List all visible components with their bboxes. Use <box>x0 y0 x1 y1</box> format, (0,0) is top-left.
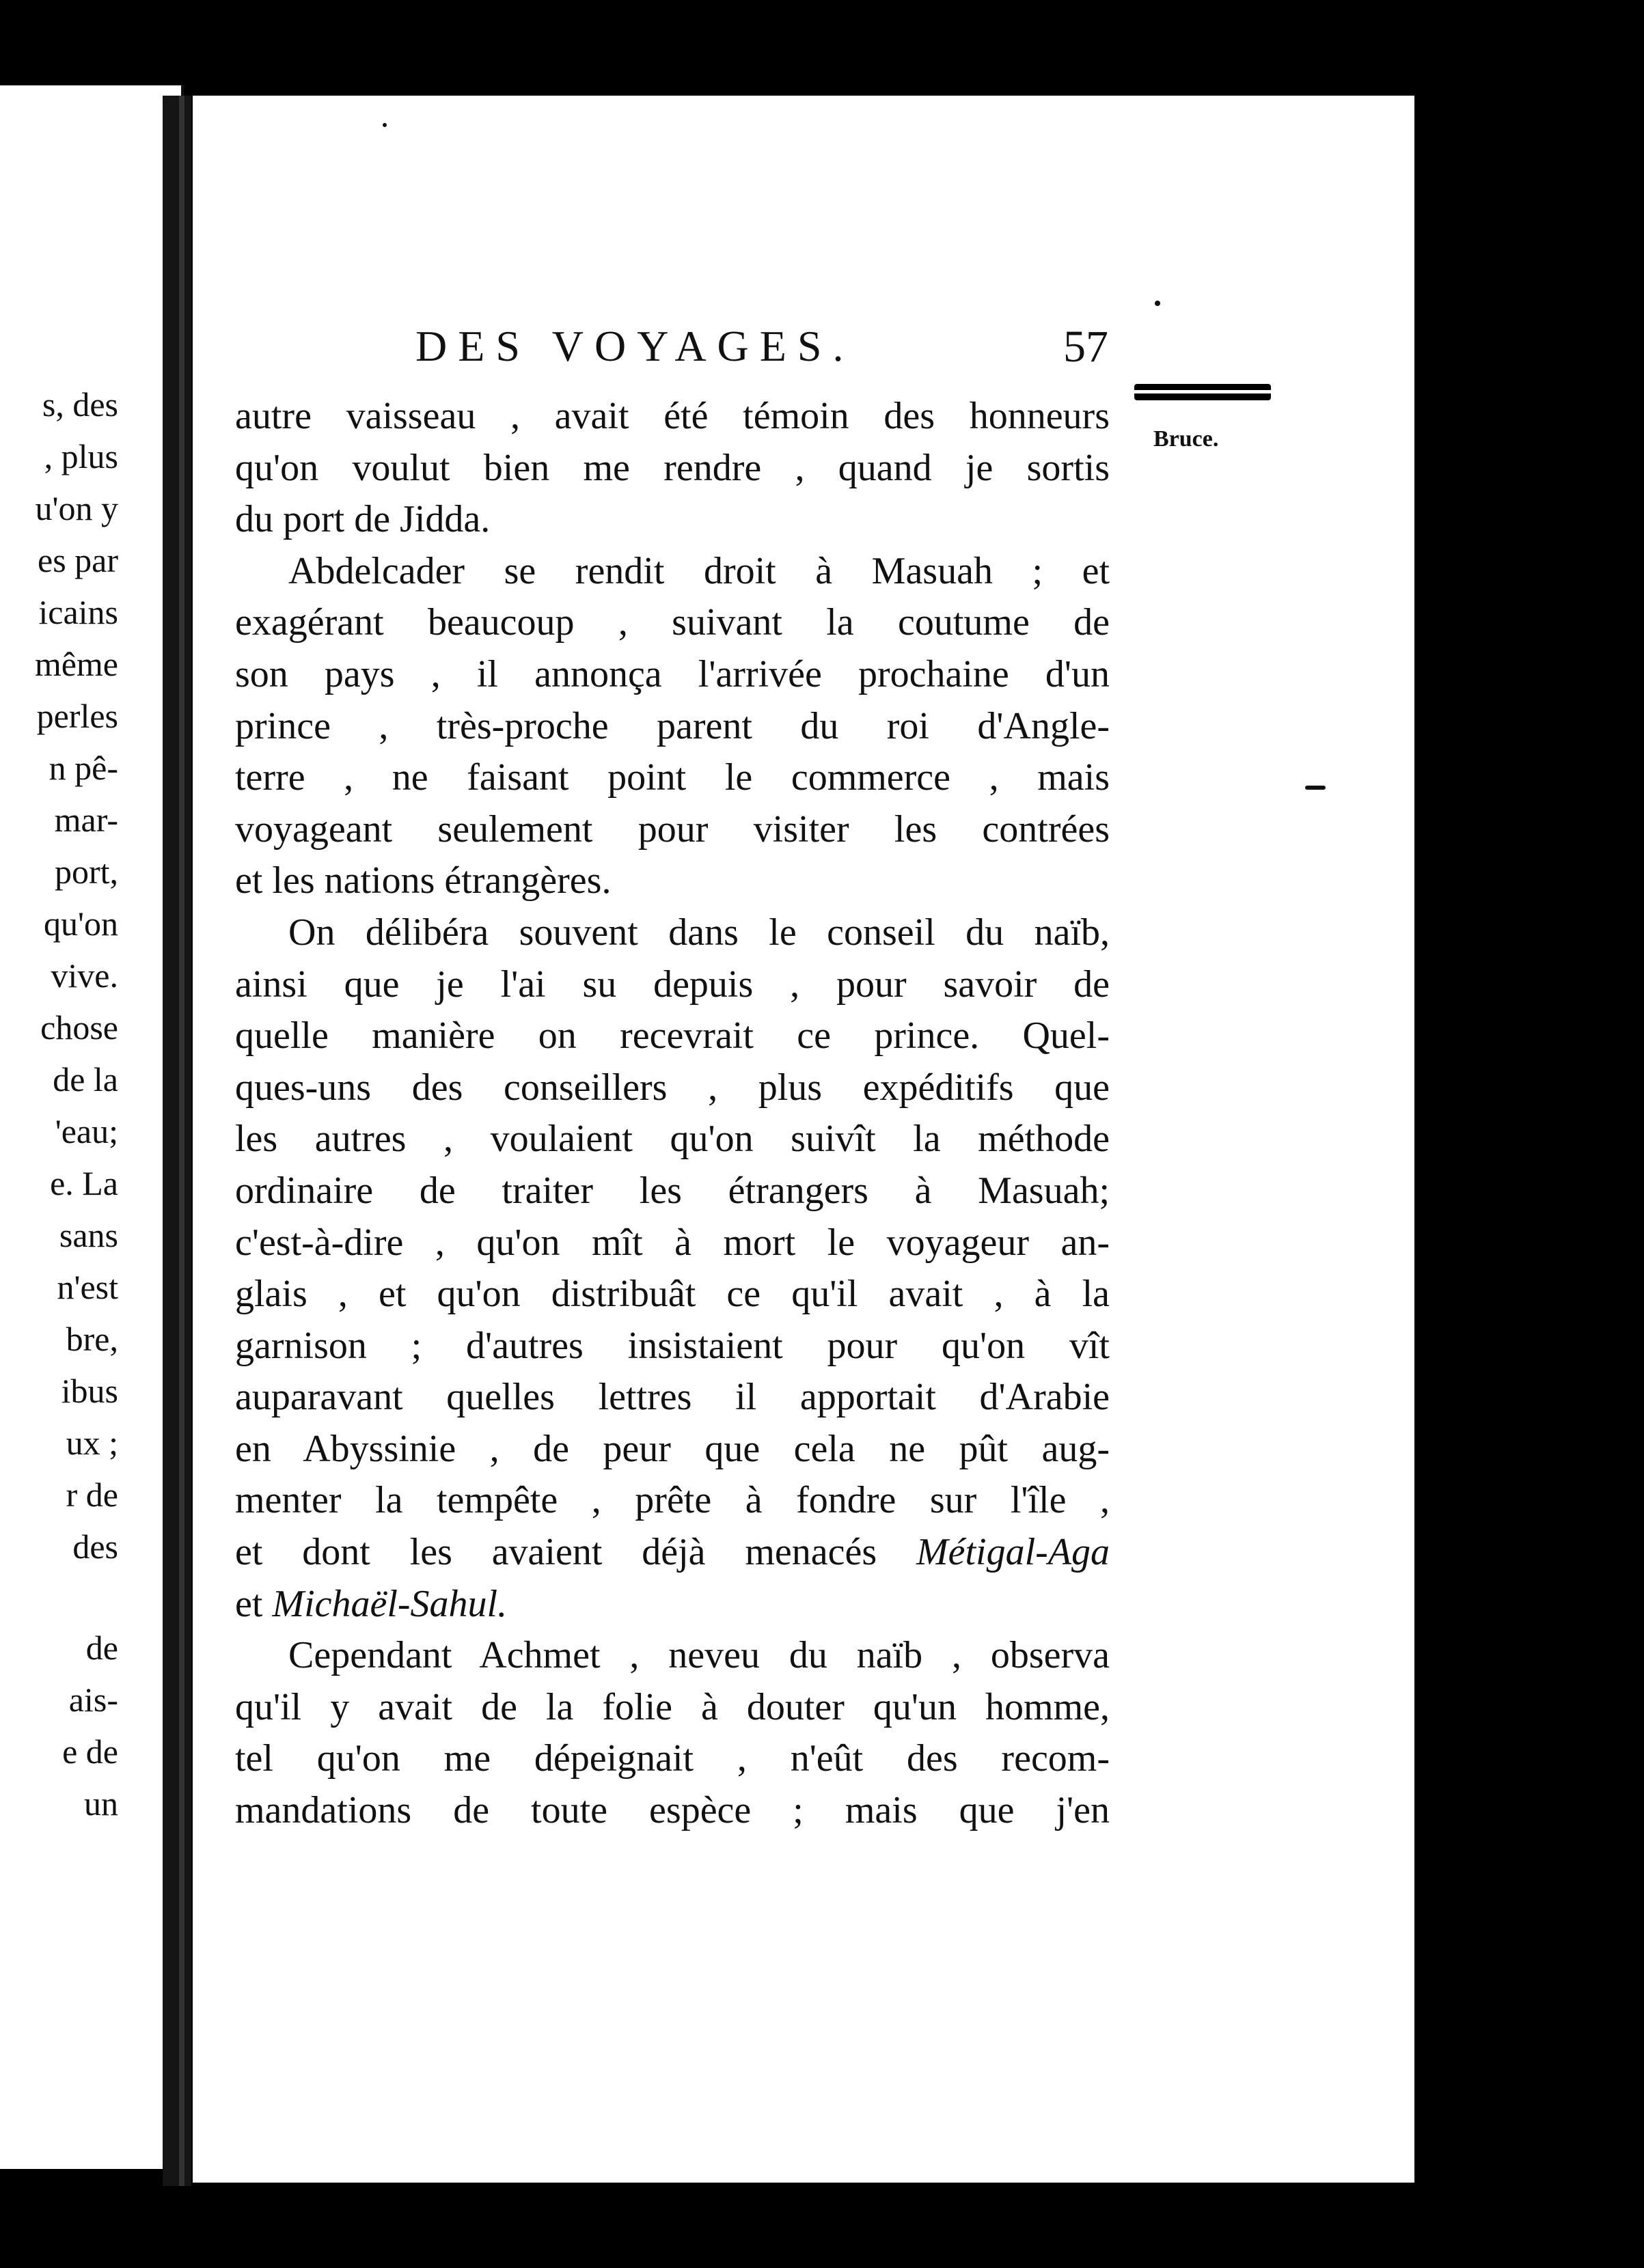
text-line <box>235 1579 1110 1631</box>
text-line: mandations de toute espèce ; mais que j'en <box>235 1789 1110 1832</box>
page-header <box>415 321 1108 376</box>
text-line: les autres , voulaient qu'on suivît la méthode <box>235 1118 1110 1161</box>
text-line: auparavant quelles lettres il apportait d'Arabie <box>235 1376 1110 1419</box>
speck <box>1155 301 1160 306</box>
text-line: glais , et qu'on distribuât ce qu'il avait , à la <box>235 1273 1110 1316</box>
text-line: quelle manière on recevrait ce prince. Quel- <box>235 1014 1110 1057</box>
left-page-fragment: r de <box>66 1476 118 1514</box>
text-line: et les nations étrangères. <box>235 859 612 902</box>
text-line: en Abyssinie , de peur que cela ne pût aug- <box>235 1427 1110 1470</box>
text-line: Abdelcader se rendit droit à Masuah ; et <box>288 549 1110 592</box>
left-page-fragment: de <box>85 1629 118 1667</box>
left-page-fragment: perles <box>36 697 118 735</box>
spine-edge <box>179 96 184 2186</box>
left-page-fragment: des <box>72 1527 118 1566</box>
left-page-fragment: es par <box>38 541 118 579</box>
text-line: c'est-à-dire , qu'on mît à mort le voyageur an- <box>235 1221 1110 1264</box>
left-page-fragment: s, des <box>42 385 118 424</box>
text-line: On délibéra souvent dans le conseil du naïb, <box>288 911 1110 954</box>
speck <box>1305 786 1326 790</box>
margin-note: Bruce. <box>1153 426 1219 452</box>
left-page-fragment: n'est <box>57 1268 118 1306</box>
left-page-fragment: e de <box>62 1732 118 1771</box>
text-line: ordinaire de traiter les étrangers à Masuah; <box>235 1169 1110 1212</box>
text-line-italic: Michaël-Sahul. <box>272 1582 508 1625</box>
text-line: autre vaisseau , avait été témoin des honneurs <box>235 395 1110 437</box>
left-page-fragment: mar- <box>54 801 118 839</box>
text-line: garnison ; d'autres insistaient pour qu'on vît <box>235 1324 1110 1367</box>
left-page-fragment: sans <box>59 1216 118 1254</box>
left-page-fragment: n pê- <box>49 749 118 787</box>
text-line: du port de Jidda. <box>235 498 491 541</box>
text-line-roman: et dont les avaient déjà menacés <box>235 1531 916 1574</box>
left-page <box>0 85 184 2169</box>
left-page-fragment: e. La <box>50 1164 118 1202</box>
margin-rule <box>1134 384 1271 400</box>
left-page-fragment: ibus <box>61 1372 118 1410</box>
text-line: tel qu'on me dépeignait , n'eût des recom- <box>235 1737 1110 1780</box>
text-line <box>235 1527 1110 1579</box>
left-page-fragment: un <box>84 1784 118 1823</box>
left-page-fragment: u'on y <box>35 489 118 527</box>
left-page-fragment: , plus <box>44 437 118 475</box>
text-line: menter la tempête , prête à fondre sur l'île , <box>235 1479 1110 1522</box>
text-line: voyageant seulement pour visiter les contrées <box>235 807 1110 850</box>
left-page-fragment: bre, <box>66 1320 118 1358</box>
speck <box>383 123 387 127</box>
left-page-fragment: ais- <box>68 1681 118 1719</box>
text-line: terre , ne faisant point le commerce , mais <box>235 756 1110 799</box>
text-line-roman: et <box>235 1582 273 1625</box>
left-page-fragment: ux ; <box>66 1424 118 1462</box>
text-line: ainsi que je l'ai su depuis , pour savoir de <box>235 963 1110 1006</box>
page-number: 57 <box>1063 322 1108 372</box>
text-line: exagérant beaucoup , suivant la coutume de <box>235 601 1110 644</box>
running-head: DES VOYAGES. <box>415 322 855 370</box>
left-page-fragment: port, <box>54 853 118 891</box>
body-text <box>235 391 1110 1837</box>
text-line: prince , très-proche parent du roi d'Angle- <box>235 704 1110 747</box>
text-line-italic: Métigal-Aga <box>916 1531 1110 1574</box>
text-line: ques-uns des conseillers , plus expéditifs que <box>235 1066 1110 1109</box>
left-page-fragment: qu'on <box>43 904 118 943</box>
text-line: qu'on voulut bien me rendre , quand je sortis <box>235 446 1110 489</box>
left-page-fragment: même <box>34 645 118 683</box>
text-line: Cependant Achmet , neveu du naïb , observa <box>288 1634 1110 1677</box>
left-page-fragment: chose <box>40 1008 118 1047</box>
book-gutter <box>163 96 191 2186</box>
left-page-fragment: vive. <box>51 956 118 995</box>
left-page-fragment: de la <box>53 1060 118 1098</box>
text-line: son pays , il annonça l'arrivée prochaine d'un <box>235 652 1110 695</box>
left-page-fragment: icains <box>38 593 118 631</box>
left-page-fragment: 'eau; <box>55 1112 118 1150</box>
text-line: qu'il y avait de la folie à douter qu'un homme, <box>235 1685 1110 1728</box>
